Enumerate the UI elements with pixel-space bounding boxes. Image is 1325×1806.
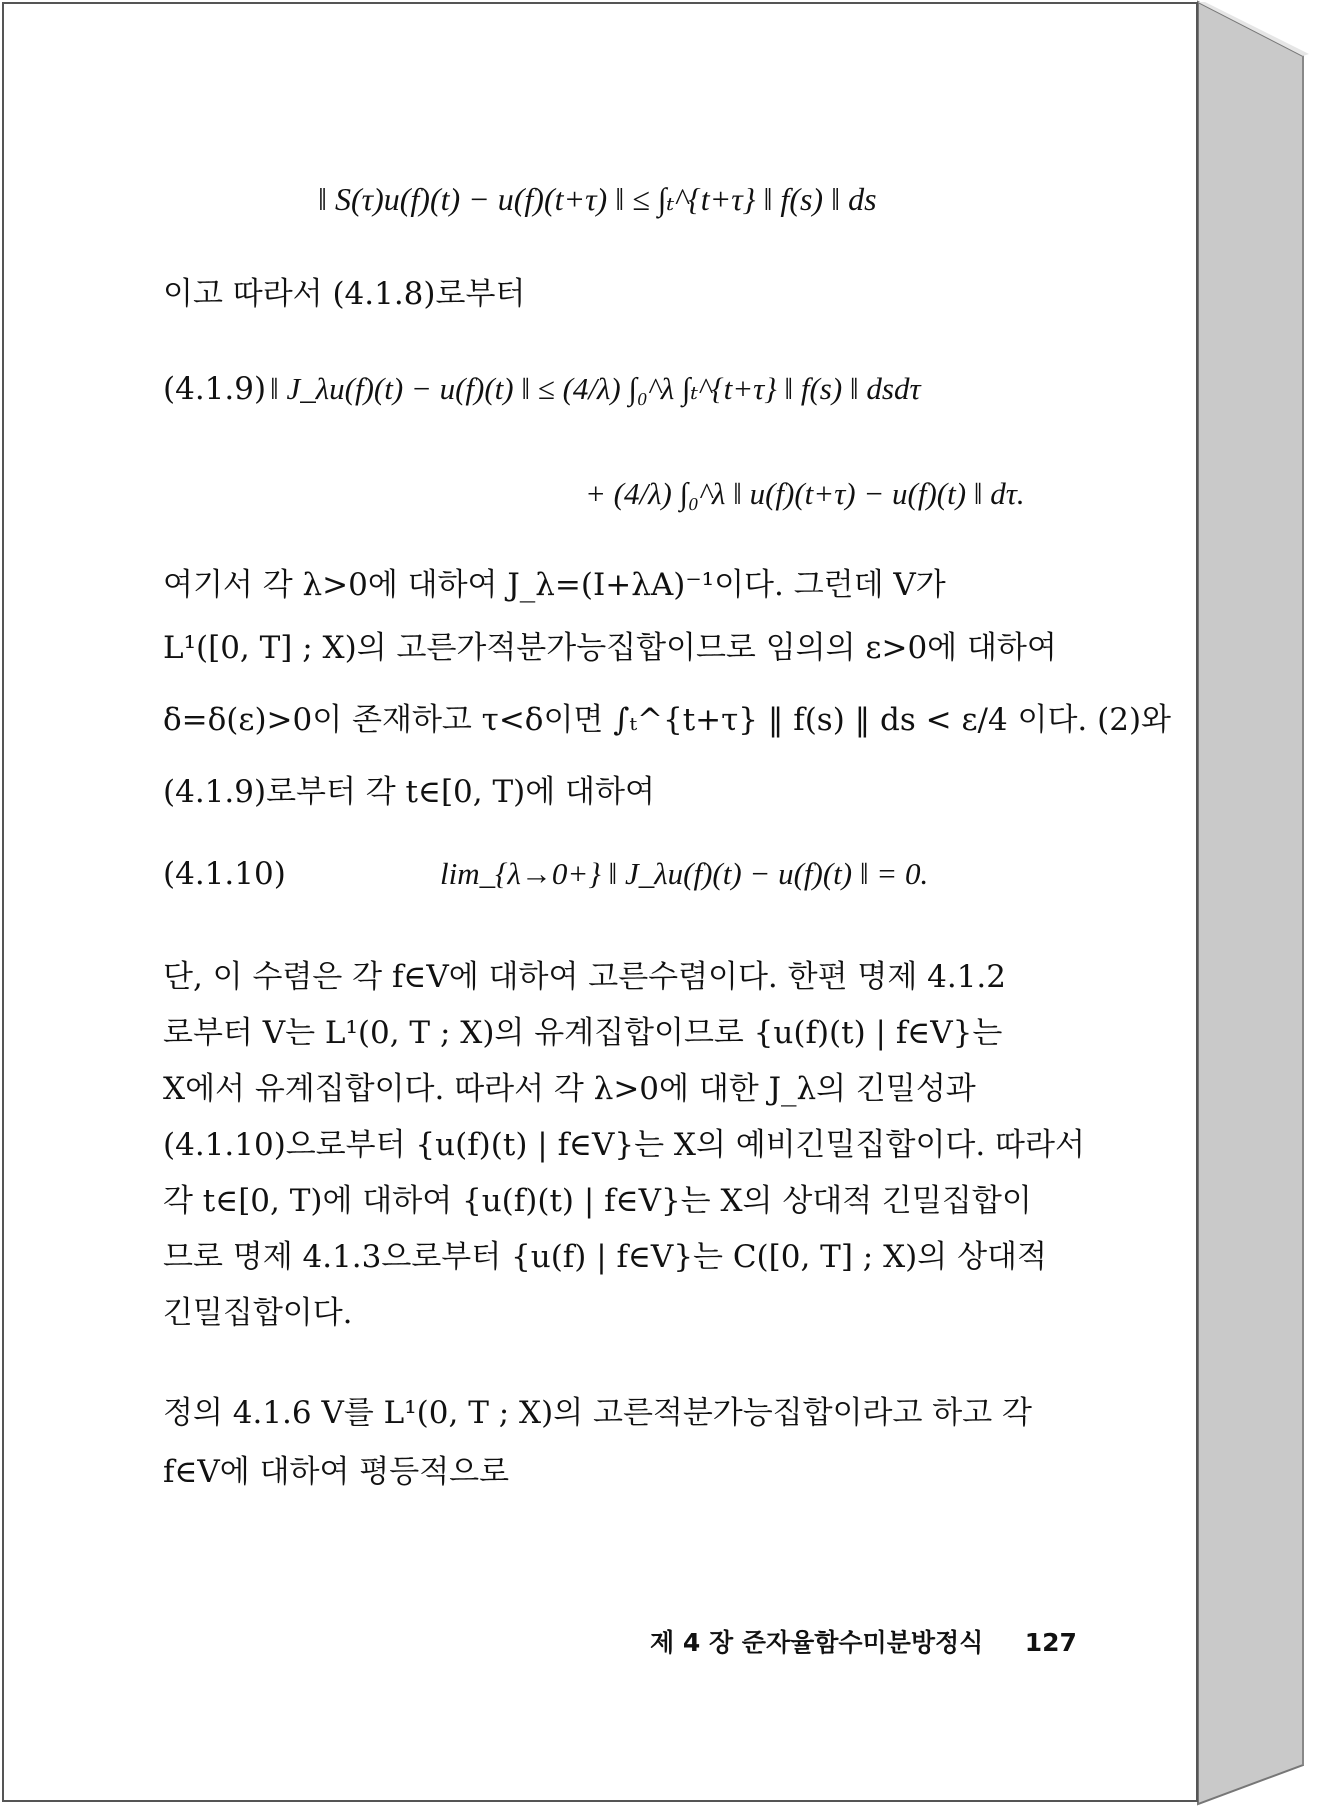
text-line: 이고 따라서 (4.1.8)로부터 — [163, 276, 526, 312]
equation-top: ‖ S(τ)u(f)(t) − u(f)(t+τ) ‖ ≤ ∫ₜ^{t+τ} ‖ f(s) ‖ ds — [318, 181, 877, 217]
paragraph-2-line-5: 각 t∈[0, T)에 대하여 {u(f)(t) | f∈V}는 X의 상대적 긴밀집합이 — [163, 1183, 1032, 1219]
equation-419-line-2: + (4/λ) ∫₀^λ ‖ u(f)(t+τ) − u(f)(t) ‖ dτ. — [585, 476, 1025, 511]
paragraph-1-line-4: (4.1.9)로부터 각 t∈[0, T)에 대하여 — [163, 774, 655, 810]
paragraph-1-line-1: 여기서 각 λ>0에 대하여 J_λ=(I+λA)⁻¹이다. 그런데 V가 — [163, 567, 946, 603]
definition-line-2: f∈V에 대하여 평등적으로 — [163, 1454, 510, 1490]
paragraph-1-line-2: L¹([0, T] ; X)의 고른가적분가능집합이므로 임의의 ε>0에 대하여 — [163, 630, 1057, 666]
equation-label-4110: (4.1.10) — [163, 856, 286, 892]
paragraph-2-line-4: (4.1.10)으로부터 {u(f)(t) | f∈V}는 X의 예비긴밀집합이다. 따라서 — [163, 1127, 1085, 1163]
page-number: 127 — [1024, 1628, 1077, 1657]
paragraph-2-line-2: 로부터 V는 L¹(0, T ; X)의 유계집합이므로 {u(f)(t) | f∈V}는 — [163, 1015, 1003, 1051]
definition-line-1: 정의 4.1.6 V를 L¹(0, T ; X)의 고른적분가능집합이라고 하고 각 — [163, 1395, 1032, 1431]
equation-label-419: (4.1.9) — [163, 371, 267, 407]
paragraph-2-line-3: X에서 유계집합이다. 따라서 각 λ>0에 대한 J_λ의 긴밀성과 — [163, 1071, 976, 1107]
paragraph-2-line-1: 단, 이 수렴은 각 f∈V에 대하여 고른수렴이다. 한편 명제 4.1.2 — [163, 959, 1006, 995]
paragraph-2-line-7: 긴밀집합이다. — [163, 1295, 353, 1331]
book-page — [2, 2, 1198, 1802]
running-footer — [650, 1623, 1077, 1659]
paragraph-1-line-3: δ=δ(ε)>0이 존재하고 τ<δ이면 ∫ₜ^{t+τ} ‖ f(s) ‖ ds < ε/4 이다. (2)와 — [163, 702, 1171, 738]
equation-419-line-1: ‖ J_λu(f)(t) − u(f)(t) ‖ ≤ (4/λ) ∫₀^λ ∫ₜ^{t+τ} ‖ f(s) ‖ dsdτ — [270, 371, 921, 406]
paragraph-2-line-6: 므로 명제 4.1.3으로부터 {u(f) | f∈V}는 C([0, T] ; X)의 상대적 — [163, 1239, 1047, 1275]
footer-chapter: 제 4 장 준자율함수미분방정식 — [650, 1628, 984, 1657]
equation-4110: lim_{λ→0+} ‖ J_λu(f)(t) − u(f)(t) ‖ = 0. — [440, 856, 929, 891]
